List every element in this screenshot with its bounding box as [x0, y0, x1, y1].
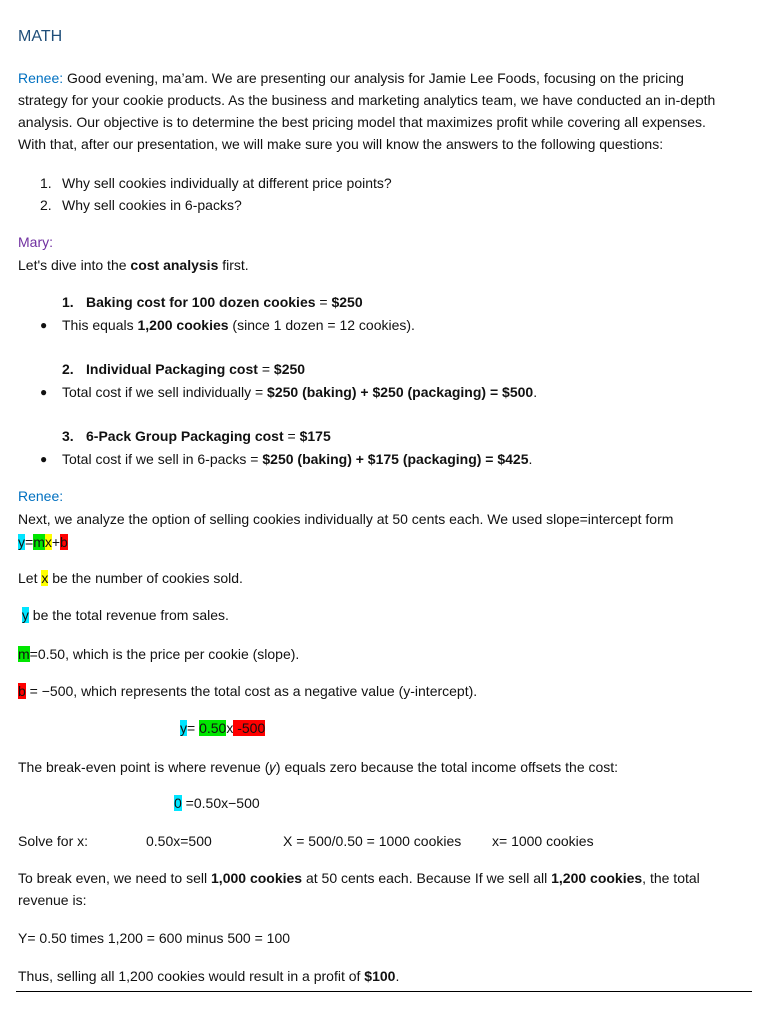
- slope-intercept-formula: y=mx+b: [18, 534, 68, 550]
- solve-step: x= 1000 cookies: [492, 833, 594, 849]
- list-item: 2. Why sell cookies in 6-packs?: [40, 197, 242, 213]
- cost-bullet-3: ● Total cost if we sell in 6-packs = $250 (baking) + $175 (packaging) = $425.: [40, 448, 532, 470]
- intro-paragraph: [18, 67, 715, 155]
- cost-intro-line: Let's dive into the cost analysis first.: [18, 257, 249, 273]
- breakeven-line: The break-even point is where revenue (𝑦) equals zero because the total income offsets the cost:: [18, 759, 619, 775]
- def-y: y be the total revenue from sales.: [21, 607, 229, 623]
- breakeven-equation: 0 =0.50x−500: [174, 795, 260, 811]
- bottom-divider: [16, 991, 752, 992]
- intro-line: strategy for your cookie products. As the business and marketing analytics team, we have conducted an in-depth: [18, 92, 716, 108]
- speaker-renee: Renee:: [18, 488, 64, 504]
- analysis-line: Next, we analyze the option of selling cookies individually at 50 cents each. We used slope=intercept form: [18, 511, 674, 527]
- solve-step: 0.50x=500: [146, 833, 212, 849]
- def-b: b = −500, which represents the total cost as a negative value (y-intercept).: [18, 683, 478, 699]
- conclusion-paragraph: To break even, we need to sell 1,000 cookies at 50 cents each. Because If we sell all 1,200 cookies, the total revenue is:: [18, 870, 700, 908]
- solve-label: Solve for x:: [18, 833, 89, 849]
- intro-line: analysis. Our objective is to determine the best pricing model that maximizes profit while covering all expenses.: [18, 114, 706, 130]
- cost-heading-2: 2. Individual Packaging cost = $250: [62, 361, 306, 377]
- cost-bullet-1: ● This equals 1,200 cookies (since 1 dozen = 12 cookies).: [40, 314, 415, 336]
- def-x: Let x be the number of cookies sold.: [18, 570, 243, 586]
- final-statement: Thus, selling all 1,200 cookies would result in a profit of $100.: [18, 968, 400, 984]
- def-m: m=0.50, which is the price per cookie (slope).: [18, 646, 300, 662]
- list-item: 1. Why sell cookies individually at different price points?: [40, 175, 392, 191]
- bullet-icon: ●: [40, 452, 48, 466]
- solve-step: X = 500/0.50 = 1000 cookies: [283, 833, 462, 849]
- intro-line: With that, after our presentation, we will make sure you will know the answers to the following questions:: [18, 136, 664, 152]
- section-heading: MATH: [18, 28, 63, 45]
- cost-heading-1: 1. Baking cost for 100 dozen cookies = $250: [62, 294, 363, 310]
- speaker-mary: Mary:: [18, 234, 53, 250]
- revenue-equation: y= 0.50x -500: [180, 720, 266, 736]
- cost-bullet-2: ● Total cost if we sell individually = $250 (baking) + $250 (packaging) = $500.: [40, 381, 537, 403]
- bullet-icon: ●: [40, 318, 48, 332]
- revenue-calculation: Y= 0.50 times 1,200 = 600 minus 500 = 100: [18, 930, 291, 946]
- speaker-renee: Renee:: [18, 70, 64, 86]
- bullet-icon: ●: [40, 385, 48, 399]
- intro-line: Good evening, ma’am. We are presenting our analysis for Jamie Lee Foods, focusing on the pricing: [67, 70, 684, 86]
- questions-list: [40, 172, 392, 216]
- cost-heading-3: 3. 6-Pack Group Packaging cost = $175: [62, 428, 331, 444]
- solve-row: [18, 830, 754, 852]
